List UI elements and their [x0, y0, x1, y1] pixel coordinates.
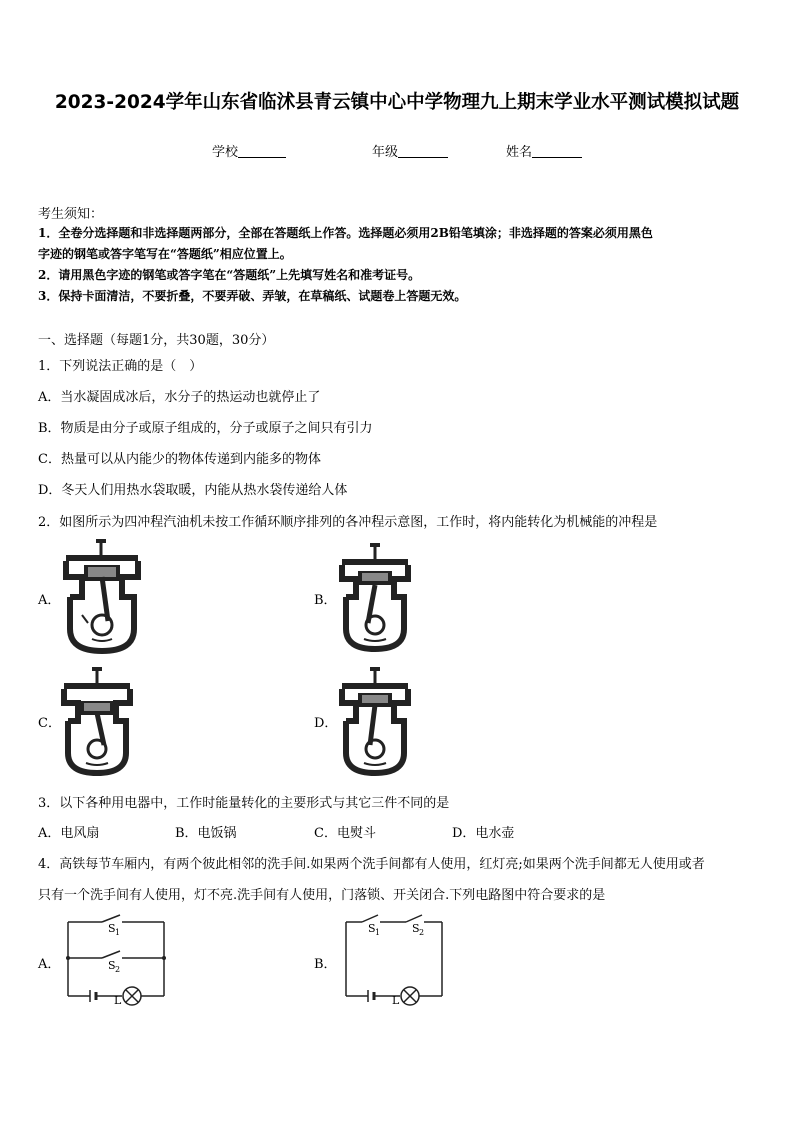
- notice-item-1-cont: 字迹的钢笔或答字笔写在“答题纸”相应位置上。: [38, 247, 292, 261]
- grade-blank[interactable]: [398, 144, 448, 158]
- circuit-b-diagram: [340, 912, 450, 1010]
- notice-item-1: 1．全卷分选择题和非选择题两部分，全部在答题纸上作答。选择题必须用2B铅笔填涂；非选择题的答案必须用黑色: [38, 226, 653, 240]
- engine-figure-c[interactable]: [60, 665, 136, 777]
- switch-s2-sub: 2: [115, 965, 121, 974]
- notice-item-3: 3．保持卡面清洁，不要折叠，不要弄破、弄皱，在草稿纸、试题卷上答题无效。: [38, 289, 467, 303]
- circuit-a-diagram: [62, 912, 182, 1010]
- q2-label-c[interactable]: C．: [38, 716, 61, 731]
- switch-b-s1-sub: 1: [375, 928, 381, 937]
- school-label: 学校: [212, 145, 239, 160]
- q4-stem-line-2: 只有一个洗手间有人使用，灯不亮.洗手间有人使用，门落锁、开关闭合.下列电路图中符合要求的是: [38, 888, 606, 903]
- engine-figure-a[interactable]: [62, 537, 144, 655]
- q2-label-b[interactable]: B．: [314, 593, 337, 608]
- name-field: [506, 141, 582, 160]
- circuit-figure-b[interactable]: [340, 912, 450, 1010]
- grade-label: 年级: [372, 145, 399, 160]
- circuit-figure-a[interactable]: [62, 912, 182, 1010]
- switch-b-s1-label: S: [368, 922, 376, 935]
- engine-a-diagram: [62, 537, 144, 655]
- lamp-label-b: L: [392, 994, 400, 1007]
- school-blank[interactable]: [238, 144, 286, 158]
- section-heading: 一、选择题（每题1分，共30题，30分）: [38, 333, 275, 348]
- q3-option-d[interactable]: D．电水壶: [452, 826, 515, 841]
- q4-label-a[interactable]: A．: [38, 957, 61, 972]
- q2-label-d[interactable]: D．: [314, 716, 338, 731]
- switch-s1-sub: 1: [115, 928, 121, 937]
- school-field: [212, 141, 286, 160]
- engine-figure-b[interactable]: [338, 541, 414, 653]
- q1-option-a[interactable]: A．当水凝固成冰后，水分子的热运动也就停止了: [38, 390, 321, 405]
- q2-label-a[interactable]: A．: [38, 593, 61, 608]
- switch-s1-label: S: [108, 922, 116, 935]
- grade-field: [372, 141, 448, 160]
- q3-stem: 3．以下各种用电器中，工作时能量转化的主要形式与其它三件不同的是: [38, 796, 450, 811]
- engine-c-diagram: [60, 665, 136, 777]
- q1-option-b[interactable]: B．物质是由分子或原子组成的，分子或原子之间只有引力: [38, 421, 373, 436]
- q1-option-d[interactable]: D．冬天人们用热水袋取暖，内能从热水袋传递给人体: [38, 483, 348, 498]
- lamp-label-a: L: [114, 994, 122, 1007]
- name-label: 姓名: [506, 145, 533, 160]
- q1-stem: 1．下列说法正确的是（ ）: [38, 359, 203, 374]
- q2-stem: 2．如图所示为四冲程汽油机未按工作循环顺序排列的各冲程示意图，工作时，将内能转化为机械能的冲程是: [38, 515, 658, 530]
- engine-d-diagram: [338, 665, 414, 777]
- engine-figure-d[interactable]: [338, 665, 414, 777]
- q3-option-b[interactable]: B．电饭锅: [175, 826, 237, 841]
- switch-b-s2-label: S: [412, 922, 420, 935]
- exam-title: 2023-2024学年山东省临沭县青云镇中心中学物理九上期末学业水平测试模拟试题: [54, 92, 740, 113]
- q4-label-b[interactable]: B．: [314, 957, 337, 972]
- name-blank[interactable]: [532, 144, 582, 158]
- q1-option-c[interactable]: C．热量可以从内能少的物体传递到内能多的物体: [38, 452, 321, 467]
- switch-s2-label: S: [108, 959, 116, 972]
- q3-option-c[interactable]: C．电熨斗: [314, 826, 376, 841]
- notice-heading: 考生须知：: [38, 207, 104, 222]
- q4-stem-line-1: 4．高铁每节车厢内，有两个彼此相邻的洗手间.如果两个洗手间都有人使用，红灯亮;如果两个洗手间都无人使用或者: [38, 857, 705, 872]
- switch-b-s2-sub: 2: [419, 928, 425, 937]
- q3-option-a[interactable]: A．电风扇: [38, 826, 100, 841]
- engine-b-diagram: [338, 541, 414, 653]
- notice-item-2: 2．请用黑色字迹的钢笔或答字笔在“答题纸”上先填写姓名和准考证号。: [38, 268, 421, 282]
